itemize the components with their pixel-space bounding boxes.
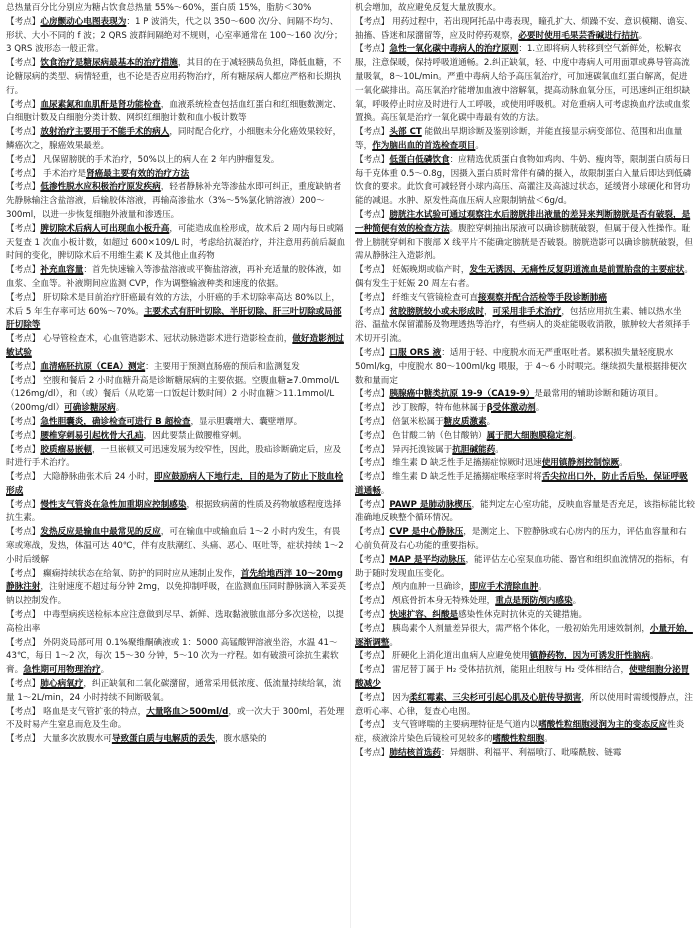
point-text: 。 (572, 430, 582, 441)
highlighted-key-phrase: 放射治疗主要用于不能手术的病人 (40, 127, 170, 138)
highlighted-key-phrase: 大量咯血＞500ml/d (146, 706, 229, 717)
study-point-paragraph (6, 609, 346, 637)
highlighted-key-phrase: 饮食治疗是糖尿病最基本的治疗措施 (40, 58, 178, 69)
highlighted-key-phrase: 必要时使用毛果芸香碱进行拮抗 (518, 30, 639, 41)
highlighted-key-phrase: β受体激动剂 (486, 403, 536, 414)
point-text: 。 (572, 596, 582, 607)
highlighted-key-phrase: 胰腺癌中糖类抗原 19-9（CA19-9） (389, 389, 535, 400)
point-text: 【考点】 咯血是支气管扩张的特点， (6, 706, 147, 717)
study-point-paragraph (355, 581, 695, 595)
point-text: 【考点】 (355, 610, 390, 621)
highlighted-key-phrase: 补充血容量 (40, 265, 84, 276)
highlighted-key-phrase: 重点是预防颅内感染 (495, 596, 573, 607)
highlighted-key-phrase: 快速扩容、纠酸是 (389, 610, 459, 621)
point-text: 性炎症，痰液涂片染色后镜检可见较多的 (355, 720, 685, 745)
point-text: 【考点】 (355, 347, 390, 358)
point-text: 。 (380, 485, 390, 496)
point-text: 【考点】 色甘酸二钠（色甘酸钠） (355, 430, 487, 441)
highlighted-key-phrase: 膀胱注水试验可通过观察注水后膀胱排出液量的差异来判断膀胱是否有破裂，是一种简便有效的检查方法 (355, 209, 691, 234)
study-point-paragraph (6, 733, 346, 747)
point-text: 【考点】 (355, 127, 390, 138)
point-text: 【考点】 (6, 444, 41, 455)
study-point-paragraph (355, 609, 695, 623)
point-text: 【考点】 (355, 44, 390, 55)
point-text: 【考点】 因为 (355, 692, 410, 703)
point-text: ，轻者静脉补充等渗盐水即可纠正，重度缺钠者先静脉输注含盐溶液，后输胶体溶液，再输高渗盐水（3%～5%氯化钠溶液）200～300ml，以进一步恢复细胞外液量和渗透压。 (6, 182, 342, 220)
point-text: 【考点】 (355, 527, 390, 538)
highlighted-key-phrase: 作为脑出血的首选检查项目 (372, 140, 476, 151)
point-text: ：异烟肼、利福平、利福喷汀、吡嗪酰胺、链霉 (440, 748, 622, 759)
highlighted-key-phrase: 使用镇静剂控制惊厥 (541, 458, 620, 469)
highlighted-key-phrase: 腰椎穿刺易引起枕骨大孔疝 (40, 430, 144, 441)
study-point-paragraph (355, 402, 695, 416)
highlighted-key-phrase: 舌尖拉出口外，防止舌后坠，保证呼吸道通畅 (355, 472, 688, 496)
study-point-paragraph (6, 168, 346, 182)
highlighted-key-phrase: 镇静药物，因为可诱发肝性脑病 (529, 651, 650, 662)
point-text: 【考点】 外阴炎局部可用 0.1%聚维酮碘液或 1：5000 高锰酸钾溶液坐浴，水温 41～43℃，每日 1～2 次，每次 15～30 分钟，5～10 次为一疗程。如有破溃可涂抗生素软膏。 (6, 637, 339, 676)
point-text: 【考点】 癫痫持续状态在给氧、防护的同时应从速制止发作， (6, 568, 241, 579)
study-point-paragraph (6, 292, 346, 333)
point-text: 【考点】 (355, 154, 390, 165)
highlighted-key-phrase: 发热反应是输血中最常见的反应 (40, 527, 161, 538)
study-point-paragraph (355, 292, 695, 306)
point-text: 【考点】 (355, 209, 390, 220)
study-point-paragraph (355, 595, 695, 609)
point-text: 。 (649, 651, 659, 662)
point-text: 。 (638, 30, 648, 41)
highlighted-key-phrase: MAP 是平均动脉压 (389, 554, 466, 565)
point-text: ，能判定左心室功能，反映血容量是否充足，该指标能比较准确地反映整个循环情况。 (355, 499, 695, 524)
point-text: 【考点】 凡保留膀胱的手术治疗，50%以上的病人在 2 年内肿瘤复发。 (6, 154, 280, 165)
point-text: ，是测定上、下腔静脉或右心房内的压力，评估血容量和右心前负荷及右心功能的重要指标。 (355, 527, 687, 552)
highlighted-key-phrase: 柔红霉素、三尖杉可引起心肌及心脏传导损害 (409, 692, 582, 703)
highlighted-key-phrase: 即应鼓励病人下地行走，目的是为了防止下肢血栓形成 (6, 472, 344, 496)
study-point-paragraph (355, 264, 695, 292)
study-point-paragraph (6, 526, 346, 567)
point-text: 【考点】 手术治疗是 (6, 168, 87, 179)
study-point-paragraph (6, 444, 346, 472)
highlighted-key-phrase: 急性一氧化碳中毒病人的治疗原则 (389, 44, 519, 55)
point-text: 【考点】 (6, 679, 41, 690)
point-text: ，根据致病菌的性质及药物敏感程度选择抗生素。 (6, 499, 342, 524)
highlighted-key-phrase: 属于肥大细胞膜稳定剂 (486, 430, 573, 441)
study-point-paragraph (6, 375, 346, 416)
highlighted-key-phrase: 可采用非手术治疗 (492, 306, 562, 317)
point-text: ，腹水感染的 (215, 734, 267, 745)
point-text: ，注射速度不超过每分钟 2mg，以免抑制呼吸，在监测血压同时静脉滴入苯妥英钠以控制发作。 (6, 582, 346, 607)
point-text: 。偶有发生于妊娠 20 周左右者。 (355, 265, 693, 289)
study-point-paragraph (355, 347, 695, 388)
point-text: ：主要用于预测直肠癌的预后和监测复发 (145, 361, 300, 372)
highlighted-key-phrase: 接观察并配合活检等手段诊断肺癌 (478, 292, 607, 303)
study-point-paragraph (355, 650, 695, 664)
study-point-paragraph (6, 181, 346, 222)
study-point-paragraph (355, 554, 695, 582)
study-point-paragraph (6, 154, 346, 168)
study-point-paragraph (355, 719, 695, 747)
point-text: 【考点】 (6, 361, 41, 372)
study-point-paragraph (6, 471, 346, 499)
study-point-paragraph (355, 623, 695, 651)
point-text: ，一旦嵌顿又可迅速发展为绞窄性，因此，股疝诊断确定后，应及时进行手术治疗。 (6, 444, 342, 469)
point-text: ，或一次大于 300ml，若处理不及时易产生窒息而危及生命。 (6, 706, 345, 731)
right-column (355, 2, 695, 926)
point-text: 【考点】 (355, 499, 390, 510)
study-point-paragraph (6, 499, 346, 527)
point-text: 。 (619, 458, 628, 469)
highlighted-key-phrase: 肾癌最主要有效的治疗方法 (86, 168, 190, 179)
point-text: 【考点】 支气管哮喘的主要病理特征是气道内以 (355, 720, 539, 731)
point-text: 【考点】 纤维支气管镜检查可直 (355, 292, 479, 303)
highlighted-key-phrase: 使壁细胞分泌胃酸减少 (355, 665, 690, 690)
study-point-paragraph (355, 430, 695, 444)
highlighted-key-phrase: 脾切除术后病人可出现血小板升高 (40, 223, 170, 234)
study-point-paragraph (355, 664, 695, 692)
study-point-paragraph (6, 568, 346, 609)
point-text: 【考点】 倍氯米松属于 (355, 416, 444, 427)
point-text: 【考点】 维生素 D 缺乏性手足搐搦症惊厥时迅速 (355, 458, 542, 469)
highlighted-key-phrase: 导致蛋白质与电解质的丢失 (111, 734, 215, 745)
column-divider (350, 0, 351, 928)
study-point-paragraph (6, 361, 346, 375)
point-text: 。 (115, 403, 125, 414)
point-text: 是最常用的辅助诊断和随访项目。 (534, 389, 664, 400)
point-text: 【考点】 妊娠晚期或临产时， (355, 265, 470, 276)
point-text: 【考点】 (6, 416, 41, 427)
point-text: 【考点】 维生素 D 缺乏性手足搐搦症喉痉挛时将 (355, 472, 542, 483)
point-text: 【考点】 用药过程中，若出现阿托品中毒表现，瞳孔扩大、烦躁不安、意识模糊、谵妄、抽搐、昏迷和尿潴留等，应及时停药观察， (355, 16, 693, 41)
highlighted-key-phrase: 低渗性脱水应积极治疗原发疾病 (40, 182, 161, 193)
point-text: 【考点】 沙丁胺醇，特布他林属于 (355, 403, 487, 414)
point-text: 。 (100, 665, 110, 676)
point-text: ，可在输血中或输血后 1～2 小时内发生，有畏寒或寒战，发热，体温可达 40℃，伴有皮肤潮红、头痛、恶心、呕吐等，症状持续 1～2 小时后缓解 (6, 527, 344, 565)
point-text: ：首先快速输入等渗盐溶液或平衡盐溶液，再补充适量的胶体液，如血浆、全血等。补液期间应监测 CVP，作为调整输液种类和速度的依据。 (6, 265, 342, 289)
study-point-paragraph (355, 499, 695, 527)
highlighted-key-phrase: 可确诊糖尿病 (64, 403, 116, 414)
point-text: 【考点】 (355, 389, 390, 400)
highlighted-key-phrase: 心房颤动心电图表现为 (40, 16, 127, 27)
highlighted-key-phrase: 胶质瘤易嵌顿 (40, 444, 92, 455)
point-text: ，血液系统检查包括血红蛋白和红细胞数测定、白细胞计数及白细胞分类计数、网织红细胞计数和血小板计数等 (6, 99, 342, 124)
highlighted-key-phrase: CVP 是中心静脉压 (389, 527, 464, 538)
highlighted-key-phrase: 糖皮质激素 (443, 416, 487, 427)
point-text: 【考点】 (6, 430, 41, 441)
point-text: 。 (538, 582, 547, 593)
point-text: 【考点】 空腹和餐后 2 小时血糖升高是诊断糖尿病的主要依据。空腹血糖≥7.0mmol/L（126mg/dl），和（或）餐后（从吃第一口饭起计数时间）2 小时血糖＞11.1mmol/L（200mg/dl） (6, 375, 340, 414)
point-text: 。 (544, 734, 553, 745)
point-text: ：应精选优质蛋白食物如鸡肉、牛奶、瘦肉等，限制蛋白质每日每千克体重 0.5～0.8g，因摄入蛋白质时常伴有磷的摄入，故限制蛋白入量后即达到低磷饮食的要求。此饮食可减轻肾小球内高压、高灌注及高滤过状态，延缓肾小球硬化和肾功能的减退。水肿、原发性高血压病人应限制钠盐＜6g/d。 (355, 154, 692, 207)
study-point-paragraph (6, 16, 346, 57)
study-point-paragraph (355, 526, 695, 554)
study-point-paragraph (6, 333, 346, 361)
study-point-paragraph (6, 678, 346, 706)
point-text: 机会增加，故应避免反复大量放腹水。 (355, 3, 502, 13)
highlighted-key-phrase: 血清癌胚抗原（CEA）测定 (40, 361, 146, 372)
study-point-paragraph (355, 471, 695, 499)
highlighted-key-phrase: 做好造影剂过敏试验 (6, 334, 344, 358)
study-point-paragraph (355, 209, 695, 264)
point-text: ， (483, 306, 493, 317)
point-text: 【考点】 中毒型病疾送检标本应注意做到尽早、新鲜、选取黏液脓血部分多次送检，以提高检出率 (6, 610, 344, 634)
point-text: 。 (495, 444, 504, 455)
study-point-paragraph (355, 747, 695, 761)
point-text: 【考点】 颅底骨折本身无特殊处理， (355, 596, 496, 607)
point-text: 【考点】 胰岛素个人剂量差异很大，需严格个体化，一般初始先用速效制剂， (355, 623, 650, 634)
study-point-paragraph (355, 692, 695, 720)
point-text: 【考点】 异丙托溴铵属于 (355, 444, 453, 455)
highlighted-key-phrase: 头部 CT (389, 127, 422, 138)
highlighted-key-phrase: 低蛋白低磷饮食 (389, 154, 450, 165)
highlighted-key-phrase: 嗜酸性粒细胞浸润为主的变态反应 (538, 720, 668, 731)
study-point-paragraph (355, 154, 695, 209)
point-text: ：适用于轻、中度脱水而无严重呕吐者。累积损失量轻度脱水 50ml/kg，中度脱水 80～100ml/kg 喂服，于 4～6 小时喂完。继续损失量根据排便次数和量而定 (355, 347, 687, 386)
point-text: 【考点】 (6, 16, 41, 27)
left-column (6, 2, 346, 926)
point-text: ，显示胆囊增大、囊壁增厚。 (190, 416, 303, 427)
point-text: ，其目的在于减轻胰岛负担，降低血糖，不论糖尿病的类型、病情轻重，也不论是否应用药物治疗，所有糖尿病人都应严格和长期执行。 (6, 58, 342, 96)
highlighted-key-phrase: 肺心病氧疗 (40, 679, 84, 690)
study-point-paragraph (355, 2, 695, 16)
highlighted-key-phrase: 慢性支气管炎在急性加重期应控制感染 (40, 499, 187, 510)
highlighted-key-phrase: 主要术式有肝叶切除、半肝切除、肝三叶切除或局部肝切除等 (6, 306, 342, 331)
highlighted-key-phrase: 首先给地西泮 10～20mg 静脉注射 (6, 568, 343, 593)
study-point-paragraph (6, 57, 346, 98)
point-text: ，纠正缺氧和二氧化碳潴留，通常采用低浓度、低流量持续给氧，流量 1～2L/min，24 小时持续不间断吸氧。 (6, 679, 342, 703)
point-text: ，包括应用抗生素、辅以热水坐浴、温盐水保留灌肠及物理透热等治疗，有些病人的炎症能吸收消散，脓肿较大者须择手术切开引流。 (355, 306, 691, 345)
point-text: 【考点】 心导管检查术，心血管造影术、冠状动脉造影术进行造影检查前， (6, 334, 293, 345)
highlighted-key-phrase: 发生无诱因、无痛性反复阴道流血是前置胎盘的主要症状 (469, 265, 685, 276)
point-text: 【考点】 肝切除术是目前治疗肝癌最有效的方法，小肝癌的手术切除率高达 80%以上，术后 5 年生存率可达 60%～70%。 (6, 292, 340, 317)
highlighted-key-phrase: 血尿素氮和血肌酐是肾功能检查 (40, 99, 161, 110)
study-point-paragraph (355, 457, 695, 471)
point-text: 【考点】 雷尼替丁属于 H₂ 受体拮抗剂，能阻止组胺与 H₂ 受体相结合， (355, 665, 630, 676)
highlighted-key-phrase: PAWP 是肺动脉楔压 (389, 499, 472, 510)
point-text: 【考点】 大隐静脉曲张术后 24 小时， (6, 472, 155, 483)
point-text: 【考点】 (6, 182, 41, 193)
highlighted-key-phrase: 急性胆囊炎，确诊检查可进行 B 超检查 (40, 416, 191, 427)
study-point-paragraph (355, 126, 695, 154)
point-text: 总热量百分比分别应为糖占饮食总热量 55%～60%，蛋白质 15%，脂肪＜30% (6, 3, 312, 13)
highlighted-key-phrase: 小量开始，逐渐调整 (355, 623, 693, 648)
study-point-paragraph (6, 416, 346, 430)
study-point-paragraph (355, 43, 695, 126)
point-text: 能做出早期诊断及鉴别诊断，并能直接显示病变部位、范围和出血量等， (355, 127, 683, 151)
highlighted-key-phrase: 抗胆碱能药 (452, 444, 496, 455)
highlighted-key-phrase: 贫胶膀胱较小或未形成时 (389, 306, 484, 317)
highlighted-key-phrase: 肺结核首选药 (389, 748, 441, 759)
highlighted-key-phrase: 即应手术清除血肿 (469, 582, 539, 593)
point-text: 【考点】 (355, 306, 390, 317)
study-point-paragraph (355, 388, 695, 402)
study-point-paragraph (6, 126, 346, 154)
study-point-paragraph (6, 264, 346, 292)
point-text: ，因此要禁止做腰椎穿刺。 (143, 430, 247, 441)
study-point-paragraph (355, 306, 695, 347)
study-point-paragraph (6, 2, 346, 16)
highlighted-key-phrase: 急性期可用物理治疗 (23, 665, 101, 676)
study-point-paragraph (6, 637, 346, 678)
point-text: 。 (475, 140, 484, 151)
highlighted-key-phrase: 嗜酸性粒细胞 (492, 734, 545, 745)
study-point-paragraph (355, 416, 695, 430)
point-text: 。腹腔穿刺抽出尿液可以确诊膀胱破裂，但属于侵入性操作。耻骨上膀胱穿刺和下腹部 X 线平片不能确定膀胱是否破裂。膀胱造影可以确诊膀胱破裂，但需从静脉注入造影剂。 (355, 223, 693, 262)
point-text: 【考点】 (6, 127, 41, 138)
point-text: 【考点】 (6, 58, 41, 69)
point-text: ：1 P 波消失，代之以 350～600 次/分、间隔不均匀、形状、大小不同的 f 波；2 QRS 波群间隔绝对不规则，心室率通常在 100～160 次/分；3 QRS 波形态一般正常。 (6, 16, 343, 55)
study-point-paragraph (6, 223, 346, 264)
study-point-paragraph (6, 99, 346, 127)
study-point-paragraph (6, 706, 346, 734)
point-text: 。 (535, 403, 545, 414)
study-point-paragraph (355, 444, 695, 458)
point-text: 【考点】 (6, 223, 41, 234)
point-text: 【考点】 (6, 527, 41, 538)
point-text: ，所以使用时需缓慢静点，注意听心率、心律，复查心电图。 (355, 692, 693, 717)
point-text: ：1.立即将病人转移到空气新鲜处，松解衣服，注意保暖，保持呼吸道通畅。2.纠正缺氧，轻、中度中毒病人可用面罩或鼻导管高流量吸氧，8～10L/min。严重中毒病人给予高压氧治疗，可加速碳氧血红蛋白解离，促进一氧化碳排出。高压氧治疗能增加血液中溶解氧，提高动脉血氧分压，可迅速纠正组织缺氧，呼吸停止时应及时进行人工呼吸，或使用呼吸机。对危重病人可考虑换血疗法或血浆置换。高压氧是治疗一氧化碳中毒最有效的方法。 (355, 44, 691, 124)
point-text: 【考点】 (6, 265, 41, 276)
point-text: 【考点】 (355, 554, 390, 565)
point-text: ，能评估左心室泵血功能、器官和组织血流情况的指标，有助于随时发现血压变化。 (355, 554, 689, 579)
point-text: ，可能造成血栓形成，故术后 2 周内每日或隔天复查 1 次血小板计数，如超过 600×109/L 时，考虑给抗凝治疗，并注意用药前后凝血时间的变化，脾切除术后不用维生素 K 及其他止血药物 (6, 223, 346, 262)
study-point-paragraph (6, 430, 346, 444)
highlighted-key-phrase: 口服 ORS 液 (389, 347, 442, 358)
point-text: 【考点】 颅内血肿一旦确诊， (355, 582, 470, 593)
point-text: 【考点】 (6, 99, 41, 110)
point-text: 【考点】 (355, 748, 390, 759)
point-text: 感染性休克时抗休克的关键措施。 (458, 610, 588, 621)
point-text: 。 (389, 637, 398, 648)
point-text: ，同时配合化疗，小细胞未分化癌效果较好，鳞癌次之，腺癌效果最差。 (6, 127, 342, 151)
point-text: 【考点】 肝硬化上消化道出血病人应避免使用 (355, 651, 530, 662)
point-text: 【考点】 大量多次放腹水可 (6, 734, 112, 745)
point-text: 。 (486, 416, 496, 427)
point-text: 【考点】 (6, 499, 41, 510)
study-point-paragraph (355, 16, 695, 44)
